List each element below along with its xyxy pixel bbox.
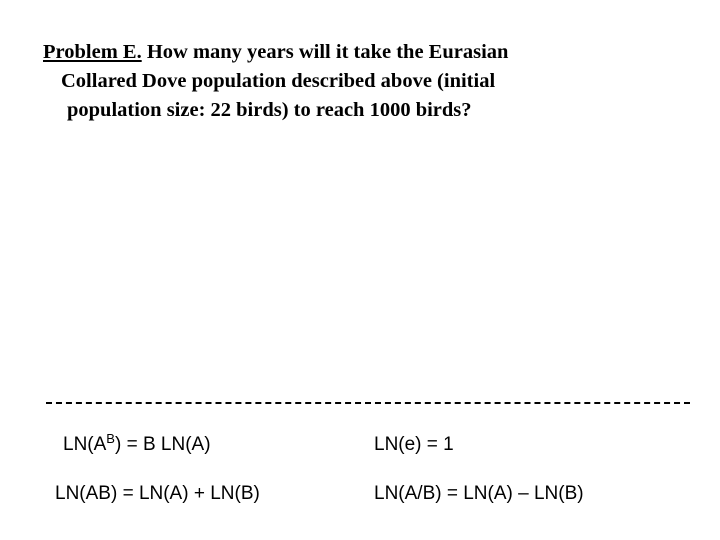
problem-line-2: Collared Dove population described above (initial	[61, 70, 496, 92]
problem-statement	[43, 38, 683, 125]
problem-line-3: population size: 22 birds) to reach 1000 birds?	[67, 99, 472, 121]
power-rule-rest: ) = B LN(A)	[114, 434, 211, 455]
formula-quotient-rule: LN(A/B) = LN(A) – LN(B)	[374, 483, 584, 504]
formula-power-rule	[63, 431, 211, 456]
formula-product-rule: LN(AB) = LN(A) + LN(B)	[55, 483, 260, 504]
formula-ln-e: LN(e) = 1	[374, 434, 454, 455]
power-rule-base: LN(A	[63, 434, 107, 455]
problem-line-1-text: How many years will it take the Eurasian	[141, 41, 509, 63]
problem-label: Problem E.	[43, 41, 142, 63]
problem-line-1	[43, 38, 683, 67]
power-rule-exponent: B	[106, 431, 115, 446]
dashed-divider	[46, 402, 690, 404]
